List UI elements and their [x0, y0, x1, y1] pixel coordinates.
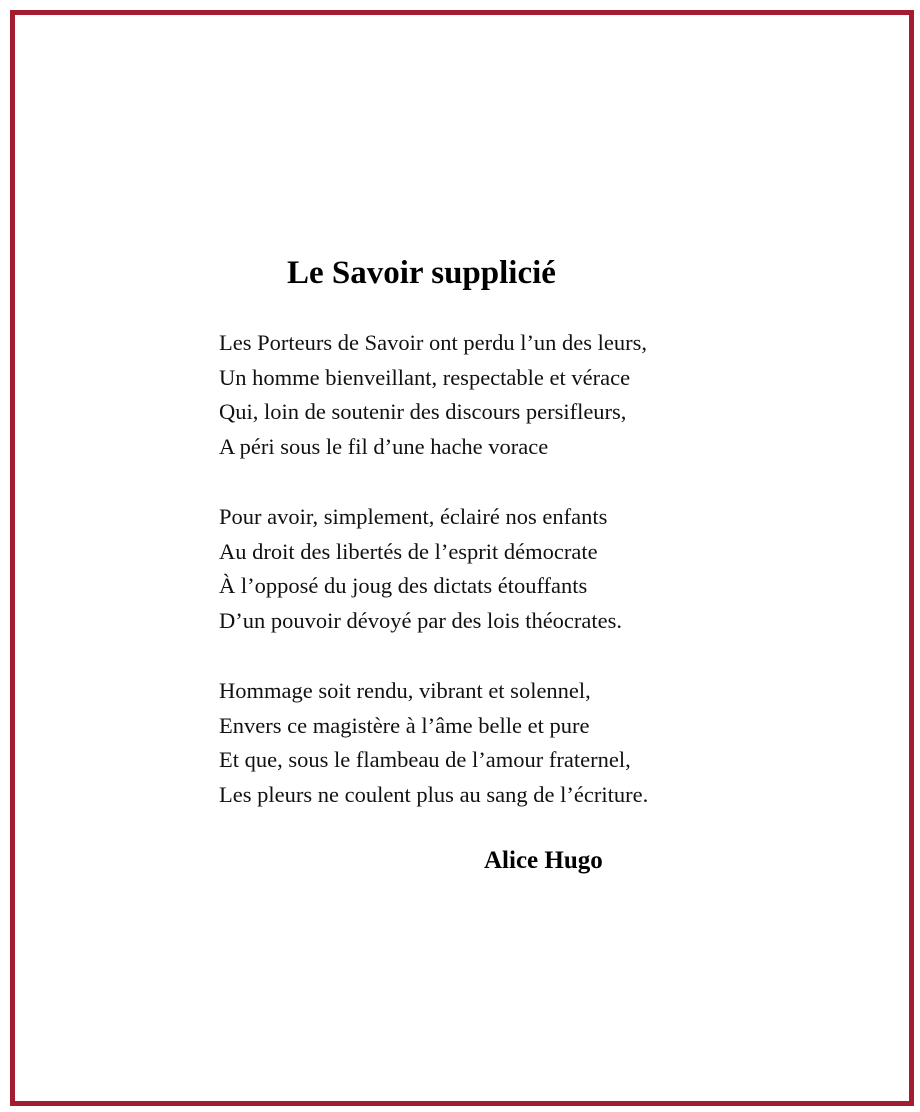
poem-line: À l’opposé du joug des dictats étouffants: [219, 573, 588, 598]
poem-line: Les pleurs ne coulent plus au sang de l’écriture.: [219, 781, 649, 807]
poem-line: Pour avoir, simplement, éclairé nos enfants: [219, 504, 608, 529]
stanza-3: [219, 674, 648, 812]
poem-body: [219, 326, 648, 848]
poem-line: Un homme bienveillant, respectable et vérace: [219, 364, 631, 390]
poem-line: Envers ce magistère à l’âme belle et pure: [219, 712, 590, 738]
poem-line: A péri sous le fil d’une hache vorace: [219, 433, 549, 459]
poem-line: Les Porteurs de Savoir ont perdu l’un des leurs,: [219, 330, 648, 355]
poem-title: Le Savoir supplicié: [287, 255, 556, 291]
poem-line: Au droit des libertés de l’esprit démocrate: [219, 538, 598, 564]
stanza-2: [219, 500, 648, 638]
poem-line: Qui, loin de soutenir des discours persifleurs,: [219, 399, 627, 424]
stanza-1: [219, 326, 648, 464]
poem-line: Et que, sous le flambeau de l’amour fraternel,: [219, 747, 631, 772]
poem-author: Alice Hugo: [484, 847, 603, 874]
poem-line: D’un pouvoir dévoyé par des lois théocrates.: [219, 607, 623, 633]
poem-line: Hommage soit rendu, vibrant et solennel,: [219, 678, 591, 703]
